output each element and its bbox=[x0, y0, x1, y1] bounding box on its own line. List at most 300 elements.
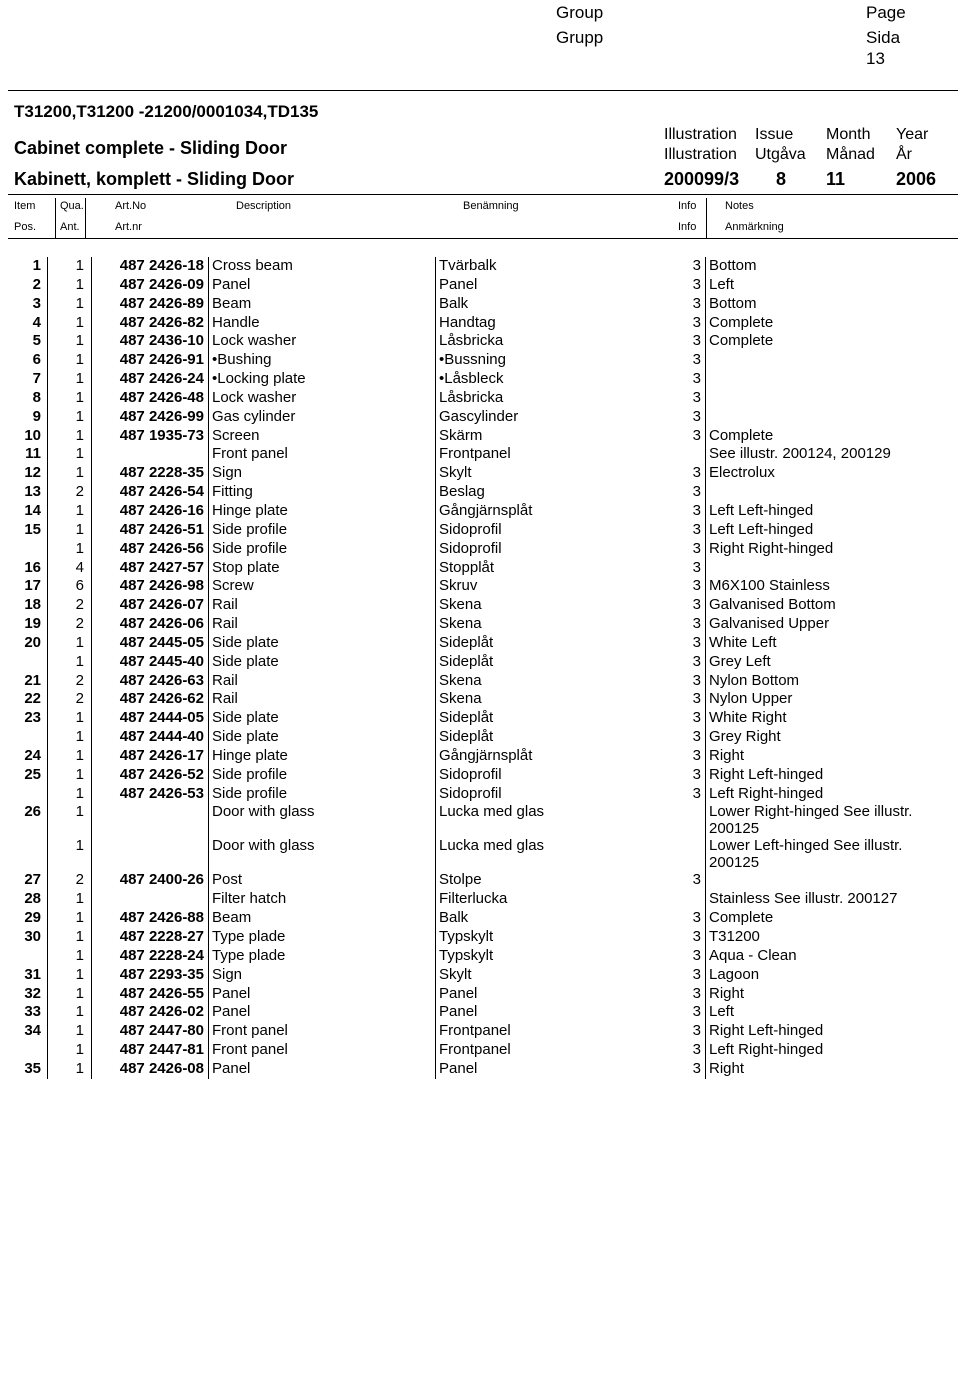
benamning-cell: Balk bbox=[436, 295, 665, 314]
table-row bbox=[8, 966, 956, 985]
year-label: Year bbox=[896, 126, 929, 143]
item-number-cell: 34 bbox=[24, 1022, 41, 1040]
item-number-cell: 11 bbox=[25, 445, 41, 463]
info-cell: 3 bbox=[692, 388, 701, 406]
article-number-cell bbox=[92, 837, 209, 871]
benamning-cell: Gascylinder bbox=[436, 408, 665, 427]
item-number-cell: 18 bbox=[24, 596, 41, 614]
description-cell: Side profile bbox=[209, 785, 436, 804]
description-cell: Panel bbox=[209, 276, 436, 295]
quantity-cell: 1 bbox=[48, 785, 92, 804]
notes-cell: Right Left-hinged bbox=[706, 1022, 957, 1041]
benamning-cell: Skylt bbox=[436, 966, 665, 985]
table-row bbox=[8, 257, 956, 276]
quantity-cell: 1 bbox=[48, 803, 92, 837]
notes-cell: Complete bbox=[706, 909, 957, 928]
table-row bbox=[8, 615, 956, 634]
quantity-cell: 1 bbox=[48, 1041, 92, 1060]
info-cell: 3 bbox=[692, 313, 701, 331]
benamning-cell: Panel bbox=[436, 985, 665, 1004]
item-number-cell: 15 bbox=[24, 520, 41, 538]
notes-cell: Grey Right bbox=[706, 728, 957, 747]
article-number-cell: 487 2445-40 bbox=[92, 653, 209, 672]
info-cell: 3 bbox=[692, 652, 701, 670]
item-number-cell: 21 bbox=[24, 671, 41, 689]
description-cell: Side plate bbox=[209, 728, 436, 747]
benamning-cell: Frontpanel bbox=[436, 1041, 665, 1060]
info-cell: 3 bbox=[692, 577, 701, 595]
notes-cell: White Left bbox=[706, 634, 957, 653]
info-cell: 3 bbox=[692, 407, 701, 425]
article-number-cell: 487 2444-40 bbox=[92, 728, 209, 747]
article-number-cell: 487 2427-57 bbox=[92, 559, 209, 578]
table-row bbox=[8, 890, 956, 909]
document-id: T31200,T31200 -21200/0001034,TD135 bbox=[14, 102, 319, 121]
info-cell: 3 bbox=[692, 370, 701, 388]
parts-table bbox=[8, 257, 956, 1079]
description-cell: Front panel bbox=[209, 1022, 436, 1041]
notes-cell: Lower Left-hinged See illustr. 200125 bbox=[706, 837, 957, 871]
benamning-cell: Panel bbox=[436, 1060, 665, 1079]
info-cell: 3 bbox=[692, 928, 701, 945]
quantity-cell: 1 bbox=[48, 502, 92, 521]
col-info-sv: Info bbox=[678, 221, 697, 233]
issue-label: Issue bbox=[755, 126, 794, 143]
description-cell: Side plate bbox=[209, 634, 436, 653]
item-number-cell: 27 bbox=[24, 871, 41, 889]
table-row bbox=[8, 766, 956, 785]
article-number-cell: 487 2426-89 bbox=[92, 295, 209, 314]
description-cell: Sign bbox=[209, 966, 436, 985]
article-number-cell: 487 2426-54 bbox=[92, 483, 209, 502]
quantity-cell: 1 bbox=[48, 257, 92, 276]
article-number-cell: 487 2426-48 bbox=[92, 389, 209, 408]
table-row bbox=[8, 408, 956, 427]
item-number-cell: 9 bbox=[32, 407, 41, 425]
col-divider bbox=[706, 198, 707, 238]
table-row bbox=[8, 653, 956, 672]
item-number-cell: 26 bbox=[24, 803, 41, 821]
benamning-cell: Gångjärnsplåt bbox=[436, 502, 665, 521]
benamning-cell: Panel bbox=[436, 276, 665, 295]
description-cell: Filter hatch bbox=[209, 890, 436, 909]
benamning-cell: Panel bbox=[436, 1003, 665, 1022]
notes-cell bbox=[706, 483, 957, 502]
article-number-cell: 487 2426-16 bbox=[92, 502, 209, 521]
quantity-cell: 1 bbox=[48, 928, 92, 947]
benamning-cell: Typskylt bbox=[436, 947, 665, 966]
article-number-cell: 487 2293-35 bbox=[92, 966, 209, 985]
item-number-cell: 30 bbox=[24, 928, 41, 945]
item-number-cell bbox=[8, 1041, 48, 1060]
description-cell: Screw bbox=[209, 577, 436, 596]
info-cell: 3 bbox=[692, 501, 701, 519]
table-row bbox=[8, 672, 956, 691]
notes-cell: See illustr. 200124, 200129 bbox=[706, 445, 957, 464]
description-cell: Side profile bbox=[209, 521, 436, 540]
item-number-cell: 22 bbox=[24, 690, 41, 708]
article-number-cell bbox=[92, 445, 209, 464]
col-artno: Art.No bbox=[115, 200, 147, 212]
table-row bbox=[8, 521, 956, 540]
illustration-label-block bbox=[664, 125, 737, 165]
notes-cell: Right Right-hinged bbox=[706, 540, 957, 559]
notes-cell bbox=[706, 559, 957, 578]
table-row bbox=[8, 728, 956, 747]
info-cell bbox=[664, 890, 706, 909]
quantity-cell: 1 bbox=[48, 276, 92, 295]
table-row bbox=[8, 351, 956, 370]
description-cell: Lock washer bbox=[209, 389, 436, 408]
table-row bbox=[8, 803, 956, 837]
table-row bbox=[8, 276, 956, 295]
info-cell: 3 bbox=[692, 1041, 701, 1059]
month-label-block bbox=[826, 125, 875, 165]
table-row bbox=[8, 837, 956, 871]
quantity-cell: 1 bbox=[48, 747, 92, 766]
quantity-cell: 1 bbox=[48, 370, 92, 389]
col-divider bbox=[85, 198, 86, 238]
quantity-cell: 1 bbox=[48, 653, 92, 672]
description-cell: Lock washer bbox=[209, 332, 436, 351]
benamning-cell: Frontpanel bbox=[436, 1022, 665, 1041]
group-label: Group bbox=[556, 3, 604, 22]
description-cell: Gas cylinder bbox=[209, 408, 436, 427]
quantity-cell: 1 bbox=[48, 351, 92, 370]
table-row bbox=[8, 909, 956, 928]
item-number-cell: 5 bbox=[32, 332, 41, 350]
article-number-cell: 487 2426-51 bbox=[92, 521, 209, 540]
quantity-cell: 1 bbox=[48, 837, 92, 871]
info-cell: 3 bbox=[692, 909, 701, 927]
description-cell: Beam bbox=[209, 909, 436, 928]
description-cell: Screen bbox=[209, 427, 436, 446]
table-row bbox=[8, 540, 956, 559]
article-number-cell: 487 2426-02 bbox=[92, 1003, 209, 1022]
benamning-cell: Sidoprofil bbox=[436, 766, 665, 785]
parts-table-body bbox=[8, 257, 956, 1079]
article-number-cell: 487 2426-91 bbox=[92, 351, 209, 370]
item-number-cell: 31 bbox=[24, 965, 41, 983]
col-pos: Pos. bbox=[14, 221, 37, 233]
item-number-cell: 32 bbox=[24, 984, 41, 1002]
table-row bbox=[8, 985, 956, 1004]
notes-cell: Right bbox=[706, 747, 957, 766]
notes-cell: Nylon Upper bbox=[706, 690, 957, 709]
illustration-value: 200099/3 bbox=[664, 169, 740, 189]
benamning-cell: Handtag bbox=[436, 314, 665, 333]
col-ant: Ant. bbox=[60, 221, 80, 233]
quantity-cell: 4 bbox=[48, 559, 92, 578]
notes-cell: Left Left-hinged bbox=[706, 521, 957, 540]
description-cell: Front panel bbox=[209, 445, 436, 464]
quantity-cell: 1 bbox=[48, 966, 92, 985]
notes-cell: Right Left-hinged bbox=[706, 766, 957, 785]
item-number-cell: 29 bbox=[24, 909, 41, 927]
benamning-cell: Lucka med glas bbox=[436, 837, 665, 871]
notes-cell: Right bbox=[706, 985, 957, 1004]
info-cell: 3 bbox=[692, 1059, 701, 1077]
info-cell: 3 bbox=[692, 539, 701, 557]
month-value: 11 bbox=[826, 169, 846, 189]
page-title: Cabinet complete - Sliding Door bbox=[14, 138, 288, 158]
info-cell: 3 bbox=[692, 671, 701, 689]
description-cell: Panel bbox=[209, 1060, 436, 1079]
table-row bbox=[8, 577, 956, 596]
article-number-cell: 487 2426-52 bbox=[92, 766, 209, 785]
quantity-cell: 1 bbox=[48, 1060, 92, 1079]
item-number-cell: 28 bbox=[24, 890, 41, 908]
item-number-cell bbox=[8, 540, 48, 559]
article-number-cell: 487 1935-73 bbox=[92, 427, 209, 446]
table-row bbox=[8, 559, 956, 578]
quantity-cell: 1 bbox=[48, 634, 92, 653]
description-cell: Stop plate bbox=[209, 559, 436, 578]
quantity-cell: 1 bbox=[48, 445, 92, 464]
page-label: Page bbox=[866, 3, 906, 22]
info-cell: 3 bbox=[692, 257, 701, 274]
benamning-cell: Balk bbox=[436, 909, 665, 928]
info-cell: 3 bbox=[692, 1003, 701, 1021]
table-row bbox=[8, 427, 956, 446]
info-cell: 3 bbox=[692, 294, 701, 312]
description-cell: Cross beam bbox=[209, 257, 436, 276]
article-number-cell: 487 2426-09 bbox=[92, 276, 209, 295]
description-cell: Side profile bbox=[209, 766, 436, 785]
month-label: Month bbox=[826, 126, 871, 143]
quantity-cell: 1 bbox=[48, 295, 92, 314]
info-cell: 3 bbox=[692, 275, 701, 293]
description-cell: Rail bbox=[209, 615, 436, 634]
info-cell: 3 bbox=[692, 709, 701, 727]
page-label-sv: Sida bbox=[866, 28, 901, 47]
benamning-cell: •Låsbleck bbox=[436, 370, 665, 389]
benamning-cell: Låsbricka bbox=[436, 389, 665, 408]
description-cell: Panel bbox=[209, 985, 436, 1004]
col-description: Description bbox=[236, 200, 292, 212]
notes-cell: Left bbox=[706, 276, 957, 295]
page-number: 13 bbox=[866, 49, 885, 68]
quantity-cell: 1 bbox=[48, 709, 92, 728]
benamning-cell: Tvärbalk bbox=[436, 257, 665, 276]
notes-cell: Left Right-hinged bbox=[706, 785, 957, 804]
item-number-cell: 24 bbox=[24, 746, 41, 764]
benamning-cell: Skena bbox=[436, 672, 665, 691]
quantity-cell: 1 bbox=[48, 947, 92, 966]
notes-cell: Nylon Bottom bbox=[706, 672, 957, 691]
info-cell: 3 bbox=[692, 784, 701, 802]
notes-cell: Stainless See illustr. 200127 bbox=[706, 890, 957, 909]
illustration-label-sv: Illustration bbox=[664, 146, 737, 163]
col-notes-sv: Anmärkning bbox=[725, 221, 784, 233]
description-cell: Post bbox=[209, 871, 436, 890]
item-number-cell: 3 bbox=[32, 294, 41, 312]
table-row bbox=[8, 295, 956, 314]
table-row bbox=[8, 928, 956, 947]
benamning-cell: Filterlucka bbox=[436, 890, 665, 909]
article-number-cell: 487 2426-56 bbox=[92, 540, 209, 559]
notes-cell: Lower Right-hinged See illustr. 200125 bbox=[706, 803, 957, 837]
quantity-cell: 1 bbox=[48, 314, 92, 333]
article-number-cell: 487 2400-26 bbox=[92, 871, 209, 890]
table-row bbox=[8, 1060, 956, 1079]
info-cell: 3 bbox=[692, 984, 701, 1002]
table-row bbox=[8, 370, 956, 389]
quantity-cell: 1 bbox=[48, 728, 92, 747]
article-number-cell: 487 2426-18 bbox=[92, 257, 209, 276]
article-number-cell: 487 2436-10 bbox=[92, 332, 209, 351]
article-number-cell bbox=[92, 890, 209, 909]
article-number-cell: 487 2426-17 bbox=[92, 747, 209, 766]
article-number-cell: 487 2228-35 bbox=[92, 464, 209, 483]
description-cell: Door with glass bbox=[209, 837, 436, 871]
col-qua: Qua. bbox=[60, 200, 84, 212]
quantity-cell: 6 bbox=[48, 577, 92, 596]
quantity-cell: 1 bbox=[48, 1022, 92, 1041]
item-number-cell: 8 bbox=[32, 388, 41, 406]
col-divider bbox=[55, 198, 56, 238]
notes-cell: Aqua - Clean bbox=[706, 947, 957, 966]
group-label-sv: Grupp bbox=[556, 28, 604, 47]
table-row bbox=[8, 483, 956, 502]
info-cell: 3 bbox=[692, 946, 701, 964]
benamning-cell: Skena bbox=[436, 615, 665, 634]
item-number-cell bbox=[8, 785, 48, 804]
article-number-cell: 487 2426-08 bbox=[92, 1060, 209, 1079]
item-number-cell: 1 bbox=[32, 257, 41, 274]
notes-cell: Bottom bbox=[706, 295, 957, 314]
benamning-cell: Låsbricka bbox=[436, 332, 665, 351]
article-number-cell: 487 2444-05 bbox=[92, 709, 209, 728]
item-number-cell: 14 bbox=[24, 501, 41, 519]
quantity-cell: 1 bbox=[48, 389, 92, 408]
header-divider-middle bbox=[8, 194, 958, 195]
description-cell: •Locking plate bbox=[209, 370, 436, 389]
article-number-cell: 487 2447-81 bbox=[92, 1041, 209, 1060]
quantity-cell: 1 bbox=[48, 332, 92, 351]
notes-cell: Galvanised Bottom bbox=[706, 596, 957, 615]
description-cell: Door with glass bbox=[209, 803, 436, 837]
benamning-cell: Typskylt bbox=[436, 928, 665, 947]
description-cell: Type plade bbox=[209, 928, 436, 947]
benamning-cell: Stolpe bbox=[436, 871, 665, 890]
benamning-cell: Sideplåt bbox=[436, 653, 665, 672]
page-title-sv: Kabinett, komplett - Sliding Door bbox=[14, 169, 294, 189]
benamning-cell: Gångjärnsplåt bbox=[436, 747, 665, 766]
quantity-cell: 1 bbox=[48, 521, 92, 540]
quantity-cell: 2 bbox=[48, 615, 92, 634]
item-number-cell bbox=[8, 947, 48, 966]
item-number-cell: 19 bbox=[24, 615, 41, 633]
issue-label-sv: Utgåva bbox=[755, 146, 806, 163]
notes-cell: Left bbox=[706, 1003, 957, 1022]
benamning-cell: Sideplåt bbox=[436, 728, 665, 747]
description-cell: Side profile bbox=[209, 540, 436, 559]
benamning-cell: Skena bbox=[436, 596, 665, 615]
issue-value: 8 bbox=[776, 169, 787, 189]
illustration-label: Illustration bbox=[664, 126, 737, 143]
notes-cell: M6X100 Stainless bbox=[706, 577, 957, 596]
notes-cell: Galvanised Upper bbox=[706, 615, 957, 634]
description-cell: Rail bbox=[209, 672, 436, 691]
info-cell: 3 bbox=[692, 332, 701, 350]
notes-cell bbox=[706, 389, 957, 408]
table-row bbox=[8, 464, 956, 483]
description-cell: Panel bbox=[209, 1003, 436, 1022]
col-notes: Notes bbox=[725, 200, 754, 212]
article-number-cell: 487 2426-99 bbox=[92, 408, 209, 427]
info-cell: 3 bbox=[692, 464, 701, 482]
table-row bbox=[8, 445, 956, 464]
benamning-cell: Sidoprofil bbox=[436, 785, 665, 804]
info-cell bbox=[664, 445, 706, 464]
quantity-cell: 1 bbox=[48, 464, 92, 483]
article-number-cell: 487 2426-63 bbox=[92, 672, 209, 691]
table-row bbox=[8, 947, 956, 966]
quantity-cell: 1 bbox=[48, 985, 92, 1004]
item-number-cell: 20 bbox=[24, 633, 41, 651]
info-cell: 3 bbox=[692, 871, 701, 889]
item-number-cell: 17 bbox=[24, 577, 41, 595]
info-cell: 3 bbox=[692, 520, 701, 538]
table-row bbox=[8, 332, 956, 351]
quantity-cell: 1 bbox=[48, 890, 92, 909]
article-number-cell: 487 2426-98 bbox=[92, 577, 209, 596]
notes-cell: Bottom bbox=[706, 257, 957, 276]
table-row bbox=[8, 785, 956, 804]
notes-cell: White Right bbox=[706, 709, 957, 728]
notes-cell bbox=[706, 351, 957, 370]
col-info: Info bbox=[678, 200, 697, 212]
quantity-cell: 2 bbox=[48, 596, 92, 615]
benamning-cell: Beslag bbox=[436, 483, 665, 502]
notes-cell: T31200 bbox=[706, 928, 957, 947]
col-benamning: Benämning bbox=[463, 200, 519, 212]
description-cell: Front panel bbox=[209, 1041, 436, 1060]
notes-cell: Complete bbox=[706, 314, 957, 333]
item-number-cell bbox=[8, 653, 48, 672]
benamning-cell: Stopplåt bbox=[436, 559, 665, 578]
quantity-cell: 2 bbox=[48, 483, 92, 502]
table-row bbox=[8, 634, 956, 653]
table-row bbox=[8, 1022, 956, 1041]
benamning-cell: Frontpanel bbox=[436, 445, 665, 464]
notes-cell: Lagoon bbox=[706, 966, 957, 985]
article-number-cell: 487 2426-88 bbox=[92, 909, 209, 928]
item-number-cell: 16 bbox=[24, 558, 41, 576]
description-cell: Side plate bbox=[209, 709, 436, 728]
quantity-cell: 2 bbox=[48, 690, 92, 709]
year-label-block bbox=[896, 125, 928, 165]
article-number-cell: 487 2445-05 bbox=[92, 634, 209, 653]
month-label-sv: Månad bbox=[826, 146, 875, 163]
notes-cell: Right bbox=[706, 1060, 957, 1079]
benamning-cell: Lucka med glas bbox=[436, 803, 665, 837]
item-number-cell: 13 bbox=[24, 483, 41, 501]
article-number-cell: 487 2426-53 bbox=[92, 785, 209, 804]
quantity-cell: 1 bbox=[48, 1003, 92, 1022]
quantity-cell: 1 bbox=[48, 408, 92, 427]
article-number-cell: 487 2228-27 bbox=[92, 928, 209, 947]
description-cell: Rail bbox=[209, 690, 436, 709]
article-number-cell: 487 2228-24 bbox=[92, 947, 209, 966]
quantity-cell: 1 bbox=[48, 540, 92, 559]
quantity-cell: 1 bbox=[48, 909, 92, 928]
description-cell: Beam bbox=[209, 295, 436, 314]
info-cell: 3 bbox=[692, 728, 701, 746]
info-cell: 3 bbox=[692, 965, 701, 983]
table-row bbox=[8, 747, 956, 766]
